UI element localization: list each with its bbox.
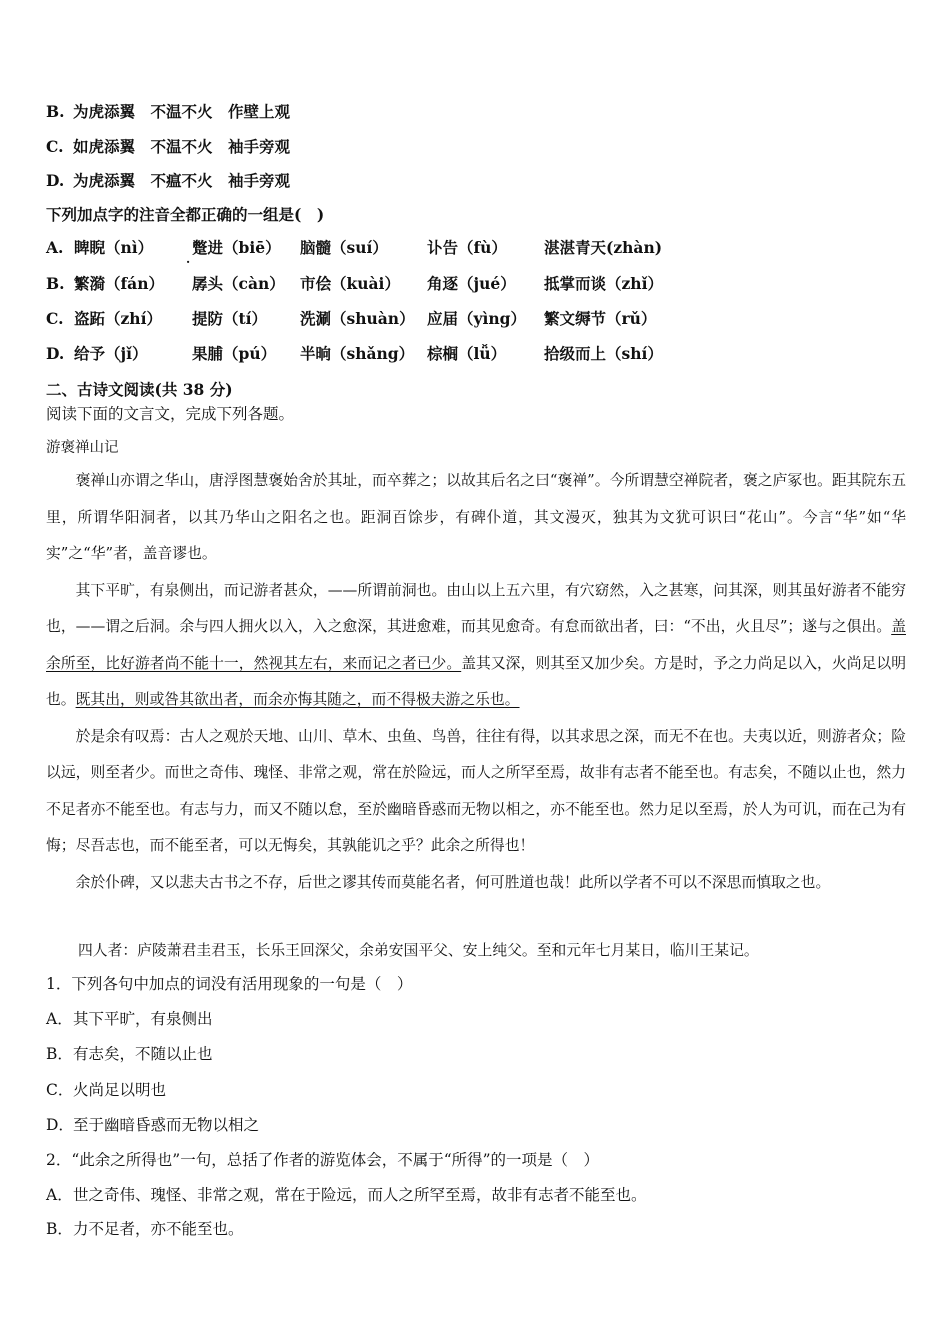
option-label: C. (46, 309, 64, 328)
pinyin-item: 睥睨（nì） (74, 238, 154, 257)
pinyin-item: 蹩进（biē） (192, 238, 281, 257)
passage-paragraph: 余於仆碑，又以悲夫古书之不存，后世之谬其传而莫能名者，何可胜道也哉！此所以学者不可以不深思而慎取之也。 (75, 873, 831, 891)
option-text: 力不足者，亦不能至也。 (73, 1220, 244, 1238)
option-label: A． (46, 1010, 73, 1028)
pinyin-item: 脑髓（suí） (300, 238, 388, 257)
passage-title: 游褒禅山记 (46, 440, 119, 456)
pinyin-item: 洗涮（shuàn） (300, 309, 415, 328)
question-1-option-a (46, 1008, 213, 1030)
option-text: 为虎添翼 不温不火 作壁上观 (73, 102, 291, 121)
reading-instruction: 阅读下面的文言文，完成下列各题。 (46, 405, 295, 423)
question-1-option-c (46, 1079, 166, 1101)
option-label: C． (46, 1081, 74, 1099)
passage-closing: 四人者：庐陵萧君圭君玉，长乐王回深父，余弟安国平父、安上纯父。至和元年七月某日，临川王某记。 (78, 942, 759, 959)
prev-option-b (46, 101, 290, 123)
pinyin-item: 抵掌而谈（zhǐ） (544, 274, 663, 293)
option-text: 如虎添翼 不温不火 袖手旁观 (73, 137, 291, 156)
passage-paragraph (46, 573, 906, 719)
option-label: D． (46, 1116, 74, 1134)
option-label: C. (46, 137, 64, 156)
prev-option-d (46, 170, 290, 192)
pinyin-question-stem: 下列加点字的注音全都正确的一组是( ) (46, 205, 325, 224)
pinyin-item: 湛湛青天(zhàn) (544, 238, 663, 257)
option-label: B. (46, 274, 65, 293)
question-2-option-b (46, 1218, 244, 1240)
question-1-stem: 1．下列各句中加点的词没有活用现象的一句是（ ） (46, 975, 413, 993)
pinyin-item: 角逐（jué） (427, 274, 516, 293)
pinyin-item: 半晌（shǎng） (300, 344, 415, 363)
pinyin-item: 应届（yìng） (427, 309, 527, 328)
pinyin-item: 盗跖（zhí） (74, 309, 162, 328)
underlined-sentence: 盖余所至，比好游者尚不能十一，然视其左右，来而记之者已少。 (46, 618, 906, 672)
option-text: 其下平旷，有泉侧出 (73, 1010, 213, 1028)
option-label: A． (46, 1186, 73, 1204)
pinyin-option-a (0, 237, 950, 266)
option-label: B． (46, 1045, 73, 1063)
pinyin-option-b (0, 273, 950, 295)
pinyin-item: 果脯（pú） (192, 344, 277, 363)
question-1-option-d (46, 1114, 259, 1136)
option-label: D. (46, 344, 65, 363)
pinyin-item: 棕榈（lǚ） (427, 344, 507, 363)
passage-paragraph: 褒禅山亦谓之华山，唐浮图慧褒始舍於其址，而卒葬之；以故其后名之曰“褒禅”。今所谓慧空禅院者，褒之庐冢也。距其院东五里，所谓华阳洞者，以其乃华山之阳名之也。距洞百馀步，有碑仆道，其文漫灭，独其为文犹可识曰“花山”。今言“华”如“华实”之“华”者，盖音谬也。 (46, 472, 906, 562)
option-label: B. (46, 102, 65, 121)
passage-paragraph: 於是余有叹焉：古人之观於天地、山川、草木、虫鱼、鸟兽，往往有得，以其求思之深，而无不在也。夫夷以近，则游者众；险以远，则至者少。而世之奇伟、瑰怪、非常之观，常在於险远，而人之所罕至焉，故非有志者不能至也。有志矣，不随以止也，然力不足者亦不能至也。有志与力，而又不随以怠，至於幽暗昏惑而无物以相之，亦不能至也。然力足以至焉，於人为可讥，而在己为有悔；尽吾志也，而不能至者，可以无悔矣，其孰能讥之乎？此余之所得也！ (46, 727, 906, 854)
option-label: B． (46, 1220, 73, 1238)
prev-option-c (46, 136, 290, 158)
passage-body (46, 463, 906, 901)
pinyin-item: 讣告（fù） (427, 238, 507, 257)
emphasis-dot: . (186, 252, 191, 266)
pinyin-item: 市侩（kuài） (300, 274, 400, 293)
option-text: 火尚足以明也 (73, 1081, 167, 1099)
question-2-option-a (46, 1184, 647, 1206)
question-1-option-b (46, 1043, 213, 1065)
pinyin-item: 拾级而上（shí） (544, 344, 663, 363)
pinyin-item: 繁文缛节（rǔ） (544, 309, 657, 328)
option-text: 世之奇伟、瑰怪、非常之观，常在于险远，而人之所罕至焉，故非有志者不能至也。 (73, 1186, 647, 1204)
option-label: D. (46, 171, 65, 190)
question-2-stem: 2．“此余之所得也”一句，总括了作者的游览体会，不属于“所得”的一项是（ ） (46, 1151, 600, 1169)
option-label: A. (46, 238, 64, 257)
section-heading: 二、古诗文阅读(共 38 分) (46, 380, 233, 399)
pinyin-option-d (0, 343, 950, 365)
pinyin-item: 给予（jǐ） (74, 344, 148, 363)
pinyin-item: 提防（tí） (192, 309, 268, 328)
option-text: 为虎添翼 不瘟不火 袖手旁观 (73, 171, 291, 190)
option-text: 有志矣，不随以止也 (73, 1045, 213, 1063)
pinyin-item: 繁漪（fán） (74, 274, 164, 293)
passage-text: 盖其又深，则其至又加少矣。方是时，予之力尚足以入，火尚足以明也。 (46, 654, 906, 708)
passage-text: 其下平旷，有泉侧出，而记游者甚众，——所谓前洞也。由山以上五六里，有穴窈然，入之甚寒，问其深，则其虽好游者不能穷也，——谓之后洞。余与四人拥火以入，入之愈深，其进愈难，而其见愈奇。有怠而欲出者，曰：“不出，火且尽”；遂与之俱出。 (46, 581, 906, 635)
pinyin-option-c (0, 308, 950, 330)
pinyin-item: 孱头（càn） (192, 274, 285, 293)
option-text: 至于幽暗昏惑而无物以相之 (73, 1116, 260, 1134)
underlined-sentence: 既其出，则或咎其欲出者，而余亦悔其随之，而不得极夫游之乐也。 (75, 691, 520, 708)
